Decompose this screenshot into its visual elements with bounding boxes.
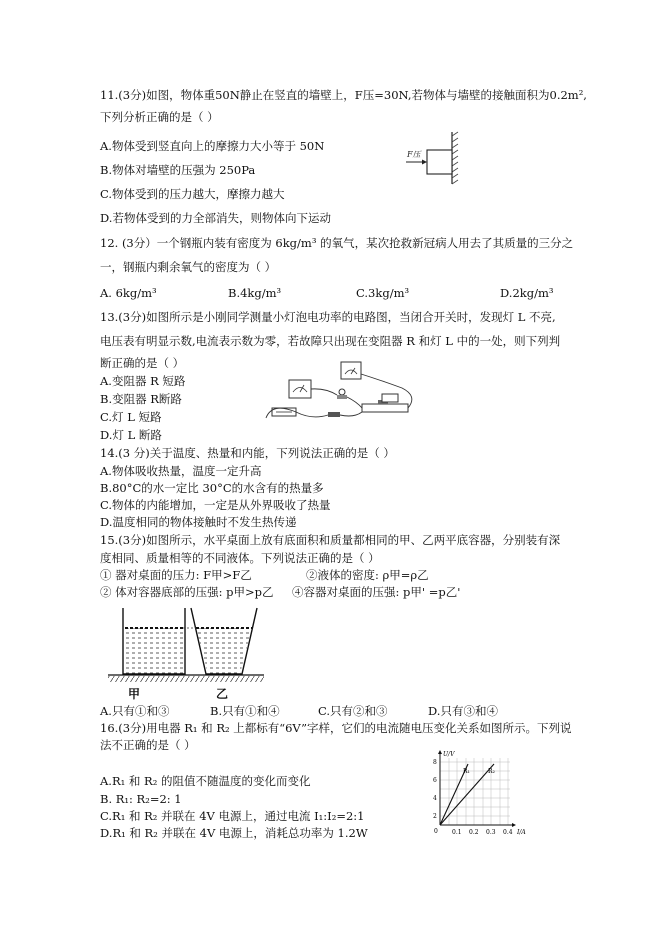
q16-graph-ylabel: U/V bbox=[443, 751, 455, 758]
q15-option-d: D.只有③和④ bbox=[428, 704, 498, 718]
q16-option-c: C.R₁ 和 R₂ 并联在 4V 电源上，通过电流 I₁:I₂=2:1 bbox=[100, 809, 365, 823]
q15-label-jia: 甲 bbox=[128, 687, 141, 701]
q16-graph-xlabel: I/A bbox=[517, 829, 526, 836]
q16-ytick-2: 2 bbox=[433, 813, 437, 820]
q16-ytick-6: 6 bbox=[433, 777, 437, 784]
q16-xtick-0.4: 0.4 bbox=[503, 829, 513, 836]
q14-option-d: D.温度相同的物体接触时不发生热传递 bbox=[100, 515, 297, 529]
q11-option-b: B.物体对墙壁的压强为 250Pa bbox=[100, 163, 256, 177]
q11-option-c: C.物体受到的压力越大，摩擦力越大 bbox=[100, 187, 285, 201]
q16-option-b: B. R₁: R₂=2: 1 bbox=[100, 792, 182, 806]
q12-option-a: A. 6kg/m³ bbox=[100, 286, 157, 300]
q15-statement-4: ④容器对桌面的压强: p甲' =p乙' bbox=[292, 585, 461, 599]
q14-stem: 14.(3 分)关于温度、热量和内能，下列说法正确的是（ ） bbox=[100, 446, 395, 460]
q15-statement-1: ① 器对桌面的压力: F甲>F乙 bbox=[100, 568, 252, 582]
q13-stem-line1: 13.(3分)如图所示是小刚同学测量小灯泡电功率的电路图，当闭合开关时，发现灯 L 不亮, bbox=[100, 310, 556, 324]
q16-line-r2-label: R₂ bbox=[488, 768, 495, 775]
q15-option-c: C.只有②和③ bbox=[318, 704, 388, 718]
q13-stem-line2: 电压表有明显示数,电流表示数为零，若故障只出现在变阻器 R 和灯 L 中的一处，则下列判 bbox=[100, 334, 561, 348]
q13-option-d: D.灯 L 断路 bbox=[100, 428, 162, 442]
q14-option-c: C.物体的内能增加，一定是从外界吸收了热量 bbox=[100, 498, 331, 512]
q13-option-c: C.灯 L 短路 bbox=[100, 410, 162, 424]
q12-option-b: B.4kg/m³ bbox=[228, 286, 282, 300]
q16-stem-line2: 法不正确的是（ ） bbox=[100, 738, 196, 752]
q12-stem-line1: 12. (3分）一个钢瓶内装有密度为 6kg/m³ 的氧气，某次抢救新冠病人用去了其质量的三分之 bbox=[100, 236, 574, 250]
q16-line-r1-label: R₁ bbox=[463, 768, 470, 775]
q15-option-a: A.只有①和③ bbox=[100, 704, 170, 718]
q13-circuit-figure bbox=[262, 358, 422, 426]
q11-wall-figure bbox=[400, 130, 470, 186]
q15-statement-2: ②液体的密度: ρ甲=ρ乙 bbox=[306, 568, 429, 582]
q11-stem-line1: 11.(3分)如图，物体重50N静止在竖直的墙壁上，F压=30N,若物体与墙壁的接触面积为0.2m², bbox=[100, 88, 587, 102]
q16-stem-line1: 16.(3分)用电器 R₁ 和 R₂ 上都标有“6V”字样，它们的电流随电压变化关系如图所示。下列说 bbox=[100, 721, 572, 735]
q13-option-a: A.变阻器 R 短路 bbox=[100, 374, 186, 388]
q16-option-a: A.R₁ 和 R₂ 的阻值不随温度的变化而变化 bbox=[100, 774, 311, 788]
q16-ytick-4: 4 bbox=[433, 795, 437, 802]
q15-statement-3: ② 体对容器底部的压强: p甲>p乙 bbox=[100, 585, 274, 599]
q15-option-b: B.只有①和④ bbox=[210, 704, 280, 718]
q15-containers-figure bbox=[108, 606, 268, 702]
q12-option-d: D.2kg/m³ bbox=[500, 286, 554, 300]
q14-option-a: A.物体吸收热量，温度一定升高 bbox=[100, 464, 262, 478]
q11-option-a: A.物体受到竖直向上的摩擦力大小等于 50N bbox=[100, 139, 325, 153]
q12-option-c: C.3kg/m³ bbox=[356, 286, 410, 300]
q16-ytick-0: 0 bbox=[434, 828, 438, 835]
q12-stem-line2: 一，钢瓶内剩余氧气的密度为（ ） bbox=[100, 260, 277, 274]
q16-xtick-0.2: 0.2 bbox=[469, 829, 479, 836]
q11-force-label: F压 bbox=[407, 150, 421, 159]
q11-stem-line2: 下列分析正确的是（ ） bbox=[100, 110, 219, 124]
q16-xtick-0.1: 0.1 bbox=[452, 829, 462, 836]
q16-option-d: D.R₁ 和 R₂ 并联在 4V 电源上，消耗总功率为 1.2W bbox=[100, 826, 368, 840]
q15-stem-line1: 15.(3分)如图所示，水平桌面上放有底面积和质量都相同的甲、乙两平底容器，分别装有深 bbox=[100, 533, 561, 547]
q13-option-b: B.变阻器 R断路 bbox=[100, 392, 182, 406]
q15-stem-line2: 度相同、质量相等的不同液体。下列说法正确的是（ ） bbox=[100, 551, 380, 565]
q16-xtick-0.3: 0.3 bbox=[486, 829, 496, 836]
q16-ytick-8: 8 bbox=[433, 759, 437, 766]
q11-option-d: D.若物体受到的力全部消失，则物体向下运动 bbox=[100, 211, 331, 225]
q15-label-yi: 乙 bbox=[216, 687, 229, 701]
q16-ui-graph bbox=[428, 748, 538, 840]
q14-option-b: B.80°C的水一定比 30°C的水含有的热量多 bbox=[100, 481, 324, 495]
q13-stem-line3: 断正确的是（ ） bbox=[100, 356, 185, 370]
